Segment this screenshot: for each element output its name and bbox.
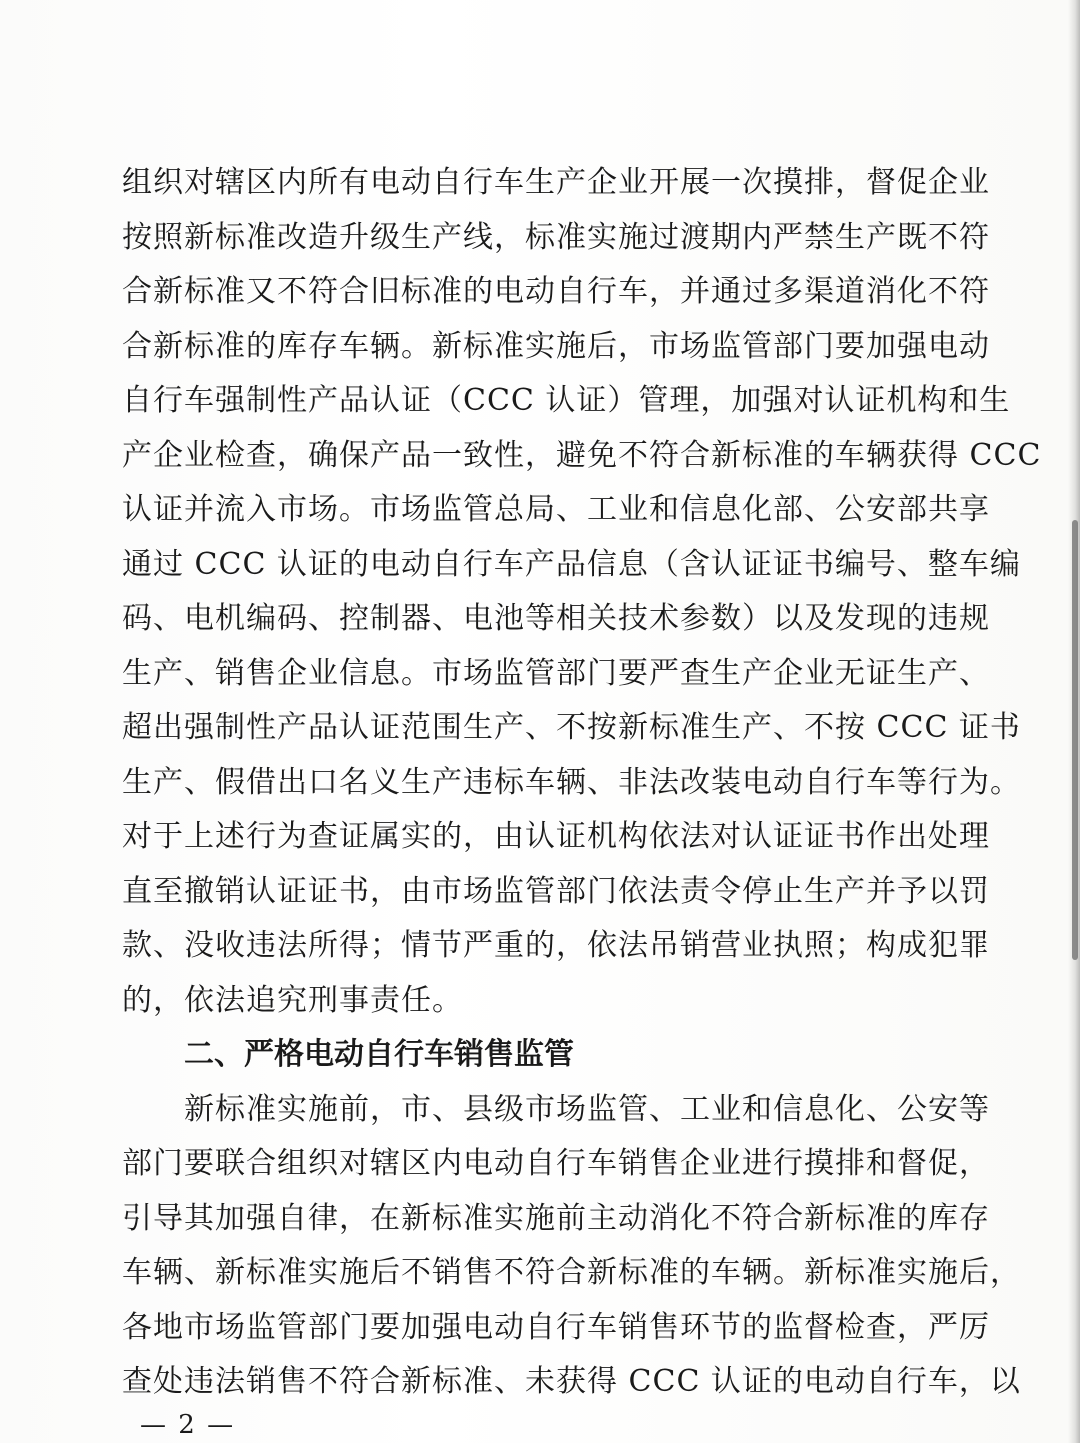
text-line: 组织对辖区内所有电动自行车生产企业开展一次摸排，督促企业 bbox=[122, 165, 990, 200]
section-heading: 二、严格电动自行车销售监管 bbox=[184, 1037, 574, 1072]
text-line: 产企业检查，确保产品一致性，避免不符合新标准的车辆获得 CCC bbox=[122, 437, 1042, 473]
document-body bbox=[122, 156, 1042, 1410]
text-line: 查处违法销售不符合新标准、未获得 CCC 认证的电动自行车，以 bbox=[122, 1364, 1021, 1399]
text-line: 合新标准的库存车辆。新标准实施后，市场监管部门要加强电动 bbox=[122, 328, 990, 364]
text-line: 引导其加强自律，在新标准实施前主动消化不符合新标准的库存 bbox=[122, 1200, 990, 1236]
text-line: 认证并流入市场。市场监管总局、工业和信息化部、公安部共享 bbox=[122, 492, 990, 527]
text-line: 码、电机编码、控制器、电池等相关技术参数）以及发现的违规 bbox=[122, 601, 990, 636]
text-line: 按照新标准改造升级生产线，标准实施过渡期内严禁生产既不符 bbox=[122, 219, 990, 255]
page-number: — 2 — bbox=[140, 1410, 236, 1440]
text-line: 部门要联合组织对辖区内电动自行车销售企业进行摸排和督促， bbox=[122, 1146, 990, 1181]
text-line: 自行车强制性产品认证（CCC 认证）管理，加强对认证机构和生 bbox=[122, 383, 1011, 418]
text-line: 车辆、新标准实施后不销售不符合新标准的车辆。新标准实施后， bbox=[122, 1255, 1021, 1290]
scrollbar-thumb[interactable] bbox=[1072, 520, 1078, 960]
text-line: 各地市场监管部门要加强电动自行车销售环节的监督检查，严厉 bbox=[122, 1309, 990, 1345]
text-line: 新标准实施前，市、县级市场监管、工业和信息化、公安等 bbox=[122, 1091, 990, 1127]
text-line: 通过 CCC 认证的电动自行车产品信息（含认证证书编号、整车编 bbox=[122, 546, 1021, 582]
text-line: 的，依法追究刑事责任。 bbox=[122, 982, 463, 1018]
text-line: 直至撤销认证证书，由市场监管部门依法责令停止生产并予以罚 bbox=[122, 873, 990, 909]
text-line: 合新标准又不符合旧标准的电动自行车，并通过多渠道消化不符 bbox=[122, 274, 990, 309]
text-line: 款、没收违法所得；情节严重的，依法吊销营业执照；构成犯罪 bbox=[122, 928, 990, 963]
text-line: 超出强制性产品认证范围生产、不按新标准生产、不按 CCC 证书 bbox=[122, 710, 1021, 745]
text-line: 生产、假借出口名义生产违标车辆、非法改装电动自行车等行为。 bbox=[122, 764, 1021, 800]
text-line: 对于上述行为查证属实的，由认证机构依法对认证证书作出处理 bbox=[122, 819, 990, 854]
text-line: 生产、销售企业信息。市场监管部门要严查生产企业无证生产、 bbox=[122, 655, 990, 691]
